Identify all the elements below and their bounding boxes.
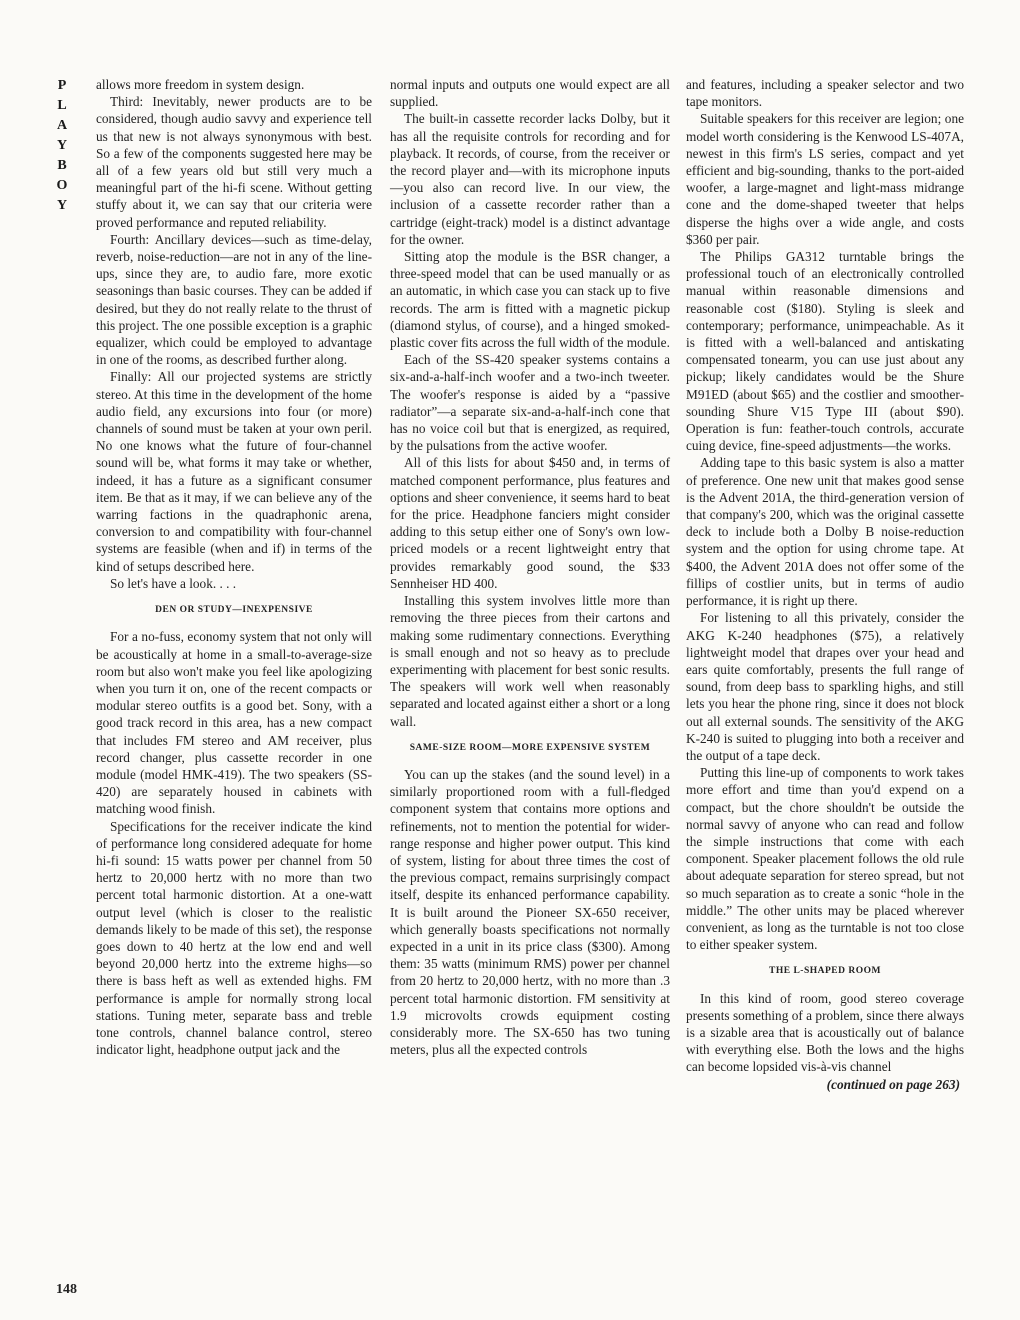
paragraph: You can up the stakes (and the sound level) in a similarly proportioned room with a full-fledged component system that contains more options and refinements, not to mention the potential for wider-range response and higher power output. This kind of system, listing for about three times the cost of the previous compact, remains surprisingly compact itself, despite its enhanced performance capability. It is built around the Pioneer SX-650 receiver, which generally boasts specifications not normally expected in a unit in its price class ($300). Among them: 35 watts (minimum RMS) power per channel from 20 hertz to 20,000 hertz, with no more than .3 percent total harmonic distortion. FM sensitivity at 1.9 microvolts crowds equipment costing considerably more. The SX-650 has two tuning meters, plus all the expected controls	[390, 766, 670, 1058]
paragraph: Installing this system involves little more than removing the three pieces from their cartons and making some rudimentary connections. Everything is small enough and not so heavy as to preclude experimenting with placement for best sonic results. The speakers will work well when reasonably separated and located against either a short or a long wall.	[390, 593, 670, 729]
paragraph: Suitable speakers for this receiver are legion; one model worth considering is the Kenwood LS-407A, newest in this firm's LS series, compact and yet efficient and big-sounding, thanks to the port-aided woofer, a large-magnet and light-mass midrange cone and the dome-shaped tweeter that helps disperse the highs over a wide angle, and costs $360 per pair.	[686, 111, 964, 247]
paragraph: All of this lists for about $450 and, in terms of matched component performance, plus features and options and sheer convenience, it seems hard to beat for the price. Headphone fanciers might consider adding to this setup either one of Sony's own low-priced models or a recent lightweight entry that provides remarkably good sound, the $33 Sennheiser HD 400.	[390, 455, 670, 591]
paragraph: Putting this line-up of components to work takes more effort and time than you'd expend on a compact, but the chore shouldn't be outside the normal savvy of anyone who can read and follow the simple instructions that come with each component. Speaker placement follows the old rule about adequate separation for stereo spread, but not so much separation as to create a sonic “hole in the middle.” The other units may be placed wherever convenient, as long as the turntable is not too close to either speaker system.	[686, 765, 964, 953]
paragraph: Third: Inevitably, newer products are to be considered, though audio savvy and experience tell us that new is not always synonymous with best. So a few of the components suggested here may be all of a few years old but still very much a meaningful part of the hi-fi scene. Without getting stuffy about it, we can say that our criteria were proved performance and reputed reliability.	[96, 94, 372, 230]
paragraph: Each of the SS-420 speaker systems contains a six-and-a-half-inch woofer and a two-inch tweeter. The woofer's response is aided by a “passive radiator”—a separate six-and-a-half-inch cone that has no voice coil but that is energized, as required, by the pulsations from the active woofer.	[390, 352, 670, 454]
paragraph: So let's have a look. . . .	[110, 575, 237, 591]
running-head-playboy	[54, 76, 70, 216]
paragraph: The built-in cassette recorder lacks Dolby, but it has all the requisite controls for recording and for playback. It records, of course, from the receiver or the record player and—with its microphone inputs—you also can record live. In our view, the inclusion of a cassette recorder rather than a cartridge (eight-track) model is a distinct advantage for the owner.	[390, 111, 670, 247]
paragraph: Sitting atop the module is the BSR changer, a three-speed model that can be used manually or as an automatic, in which case you can stack up to five records. The arm is fitted with a magnetic pickup (diamond stylus, of course), and a hinged smoked-plastic cover fits across the full width of the module.	[390, 249, 670, 351]
paragraph: Specifications for the receiver indicate the kind of performance long considered adequate for home hi-fi sound: 15 watts power per channel from 50 hertz to 20,000 hertz with no more than two percent total harmonic distortion. At a one-watt output level (which is closer to the realistic demands likely to be made of this set), the response goes down to 40 hertz at the low end and well beyond 20,000 hertz into the extreme highs—so there is bass heft as well as extended highs. FM performance is ample for normally strong local stations. Tuning meter, separate bass and treble tone controls, channel balance control, stereo indicator light, headphone output jack and the	[96, 818, 372, 1058]
paragraph: Finally: All our projected systems are strictly stereo. At this time in the development of the home audio field, any excursions into four (or more) channels of sound must be taken at your own peril. No one knows what the future of four-channel sound will be, what forms it may take or whether, indeed, it has a future as a significant consumer item. Be that as it may, if we can believe any of the warring factions in the quadraphonic arena, conversion to and compatibility with four-channel systems are feasible (when and if) in terms of the kind of setups described here.	[96, 369, 372, 574]
running-head-letter: O	[56, 178, 68, 193]
running-head-letter: Y	[56, 198, 68, 213]
paragraph: In this kind of room, good stereo coverage presents something of a problem, since there always is a sizable area that is acoustically out of balance with everything else. Both the lows and the highs can become lopsided vis-à-vis channel	[686, 990, 964, 1075]
paragraph: and features, including a speaker selector and two tape monitors.	[686, 77, 964, 110]
paragraph: Fourth: Ancillary devices—such as time-delay, reverb, noise-reduction—are not in any of the line-ups, since they are, to audio fare, more exotic seasonings than basic courses. They can be added if desired, but they do not really relate to the thrust of this project. The one possible exception is a graphic equalizer, which could be employed to advantage in one of the rooms, as described further along.	[96, 231, 372, 368]
section-heading: DEN OR STUDY—INEXPENSIVE	[155, 605, 313, 616]
page-number: 148	[56, 1282, 77, 1297]
section-heading: SAME-SIZE ROOM—MORE EXPENSIVE SYSTEM	[409, 742, 651, 753]
paragraph: For listening to all this privately, consider the AKG K-240 headphones ($75), a relatively lightweight model that drapes over your head and ears quite comfortably, presents the full range of sound, from deep bass to sparkling highs, and still lets you hear the phone ring, since it does not block out all external sounds. The sensitivity of the AKG K-240 is suited to plugging into both a receiver and the output of a tape deck.	[686, 610, 964, 763]
running-head-letter: P	[57, 78, 67, 93]
section-heading: THE L-SHAPED ROOM	[769, 966, 881, 977]
column-3	[686, 76, 964, 1093]
column-1	[96, 76, 372, 1058]
paragraph: normal inputs and outputs one would expect are all supplied.	[390, 77, 670, 110]
running-head-letter: A	[56, 118, 68, 133]
paragraph: Adding tape to this basic system is also a matter of preference. One new unit that makes good sense is the Advent 201A, the third-generation version of that company's 200, which was the original cassette deck to include both a Dolby B noise-reduction system and the option for using chrome tape. At $400, the Advent 201A does not offer some of the fillips of costlier units, but in terms of audio performance, it is right up there.	[686, 455, 964, 609]
running-head-letter: B	[57, 158, 67, 173]
paragraph: allows more freedom in system design.	[96, 77, 305, 92]
column-2	[390, 76, 670, 1058]
paragraph: The Philips GA312 turntable brings the professional touch of an electronically controlled manual within reasonable dimensions and reasonable cost ($180). Styling is sleek and contemporary; performance, unimpeachable. As it is fitted with a well-balanced and antiskating compensated tonearm, you can use just about any pickup; likely candidates would be the Shure M91ED (about $65) and the costlier and smoother-sounding Shure V15 Type III (about $90). Operation is fun: feather-touch controls, accurate cuing device, fine-speed adjustments—the works.	[686, 249, 964, 454]
paragraph: For a no-fuss, economy system that not only will be acoustically at home in a small-to-average-size room but also won't make you feel like apologizing when you turn it on, one of the recent compacts or modular stereo outfits is a good bet. Sony, with a good track record in this area, has a new compact that includes FM stereo and AM receiver, plus record changer, plus cassette recorder in one module (model HMK-419). The two speakers (SS-420) are separately housed in cabinets with matching wood finish.	[96, 629, 372, 817]
running-head-letter: L	[57, 98, 67, 113]
running-head-letter: Y	[56, 138, 68, 153]
continued-note: (continued on page 263)	[826, 1076, 960, 1092]
